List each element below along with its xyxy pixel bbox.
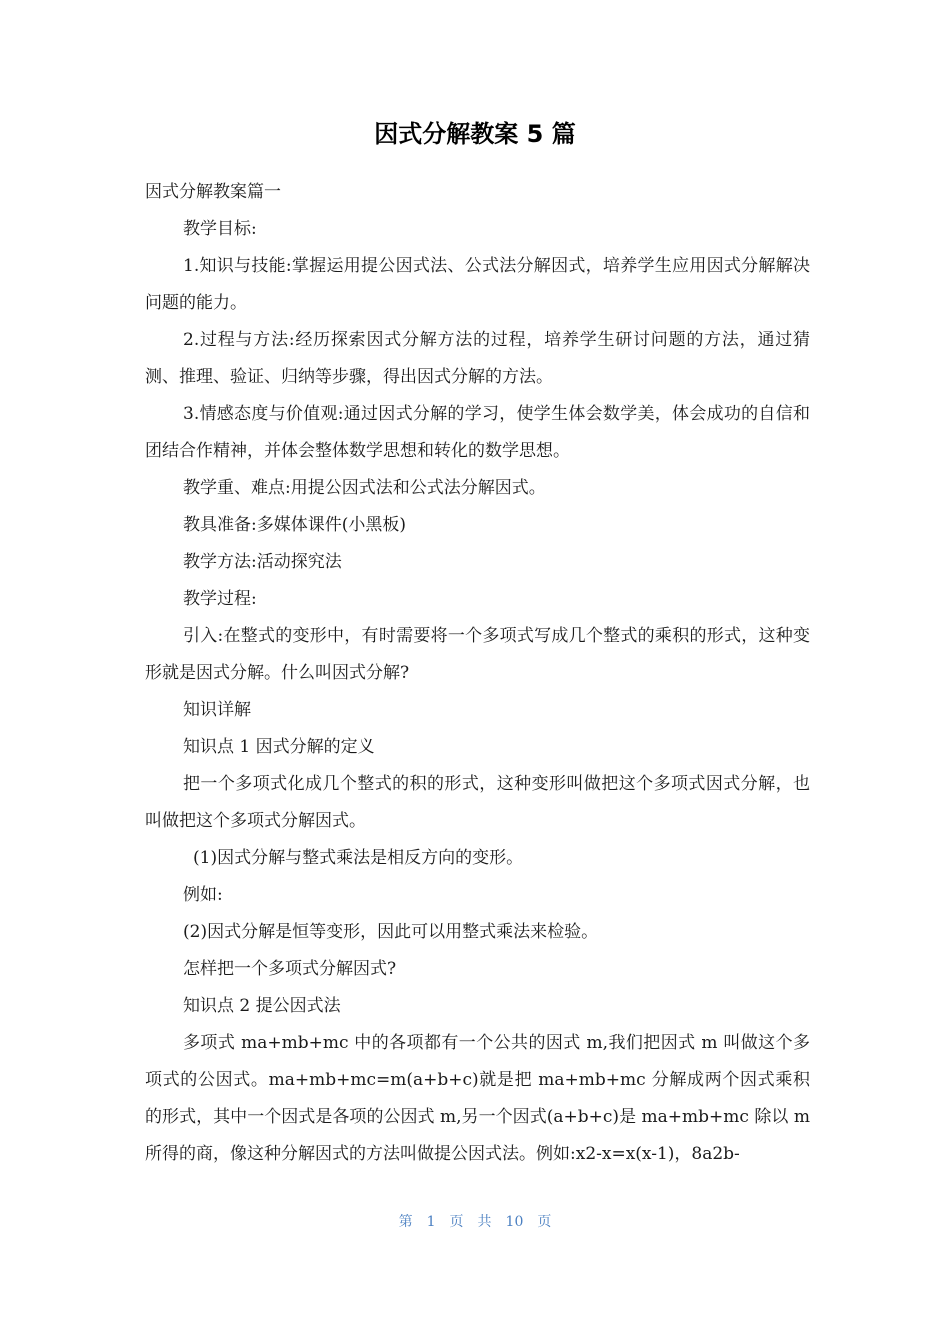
footer-total-unit: 页: [537, 1214, 552, 1230]
paragraph: 知识点 1 因式分解的定义: [183, 737, 375, 757]
footer-total-label: 共: [477, 1214, 492, 1230]
footer-page-unit: 页: [449, 1214, 464, 1230]
footer-page-label: 第: [398, 1214, 413, 1230]
footer-total-pages: 10: [505, 1214, 524, 1230]
paragraph: 把一个多项式化成几个整式的积的形式，这种变形叫做把这个多项式因式分解，也叫做把这个多项式分解因式。: [145, 774, 810, 831]
paragraph: 教学过程:: [183, 589, 257, 609]
paragraph: 教学方法:活动探究法: [183, 552, 342, 572]
paragraph: 2.过程与方法:经历探索因式分解方法的过程，培养学生研讨问题的方法，通过猜测、推理、验证、归纳等步骤，得出因式分解的方法。: [145, 330, 810, 387]
document-body: [145, 174, 810, 1173]
paragraph: 3.情感态度与价值观:通过因式分解的学习，使学生体会数学美，体会成功的自信和团结合作精神，并体会整体数学思想和转化的数学思想。: [145, 404, 810, 461]
paragraph: 因式分解教案篇一: [145, 182, 281, 202]
paragraph: (1)因式分解与整式乘法是相反方向的变形。: [193, 848, 524, 868]
paragraph: 教学目标:: [183, 219, 257, 239]
footer-current-page: 1: [426, 1214, 436, 1230]
document-title: 因式分解教案 5 篇: [374, 120, 576, 148]
paragraph: 教具准备:多媒体课件(小黑板): [183, 515, 406, 535]
paragraph: 知识详解: [183, 700, 251, 720]
paragraph: (2)因式分解是恒等变形，因此可以用整式乘法来检验。: [183, 922, 599, 942]
paragraph: 引入:在整式的变形中，有时需要将一个多项式写成几个整式的乘积的形式，这种变形就是因式分解。什么叫因式分解?: [145, 626, 810, 683]
paragraph: 1.知识与技能:掌握运用提公因式法、公式法分解因式，培养学生应用因式分解解决问题的能力。: [145, 256, 810, 313]
paragraph: 教学重、难点:用提公因式法和公式法分解因式。: [183, 478, 546, 498]
paragraph: 例如:: [183, 885, 223, 905]
paragraph: 怎样把一个多项式分解因式?: [183, 959, 397, 979]
paragraph: 知识点 2 提公因式法: [183, 996, 341, 1016]
page-footer: [0, 1210, 950, 1234]
paragraph: 多项式 ma+mb+mc 中的各项都有一个公共的因式 m,我们把因式 m 叫做这个多项式的公因式。ma+mb+mc=m(a+b+c)就是把 ma+mb+mc 分解成两个因式乘积的形式，其中一个因式是各项的公因式 m,另一个因式(a+b+c)是 ma+mb+mc 除以 m 所得的商，像这种分解因式的方法叫做提公因式法。例如:x2-x=x(x-1)，8a2b-: [145, 1033, 810, 1164]
